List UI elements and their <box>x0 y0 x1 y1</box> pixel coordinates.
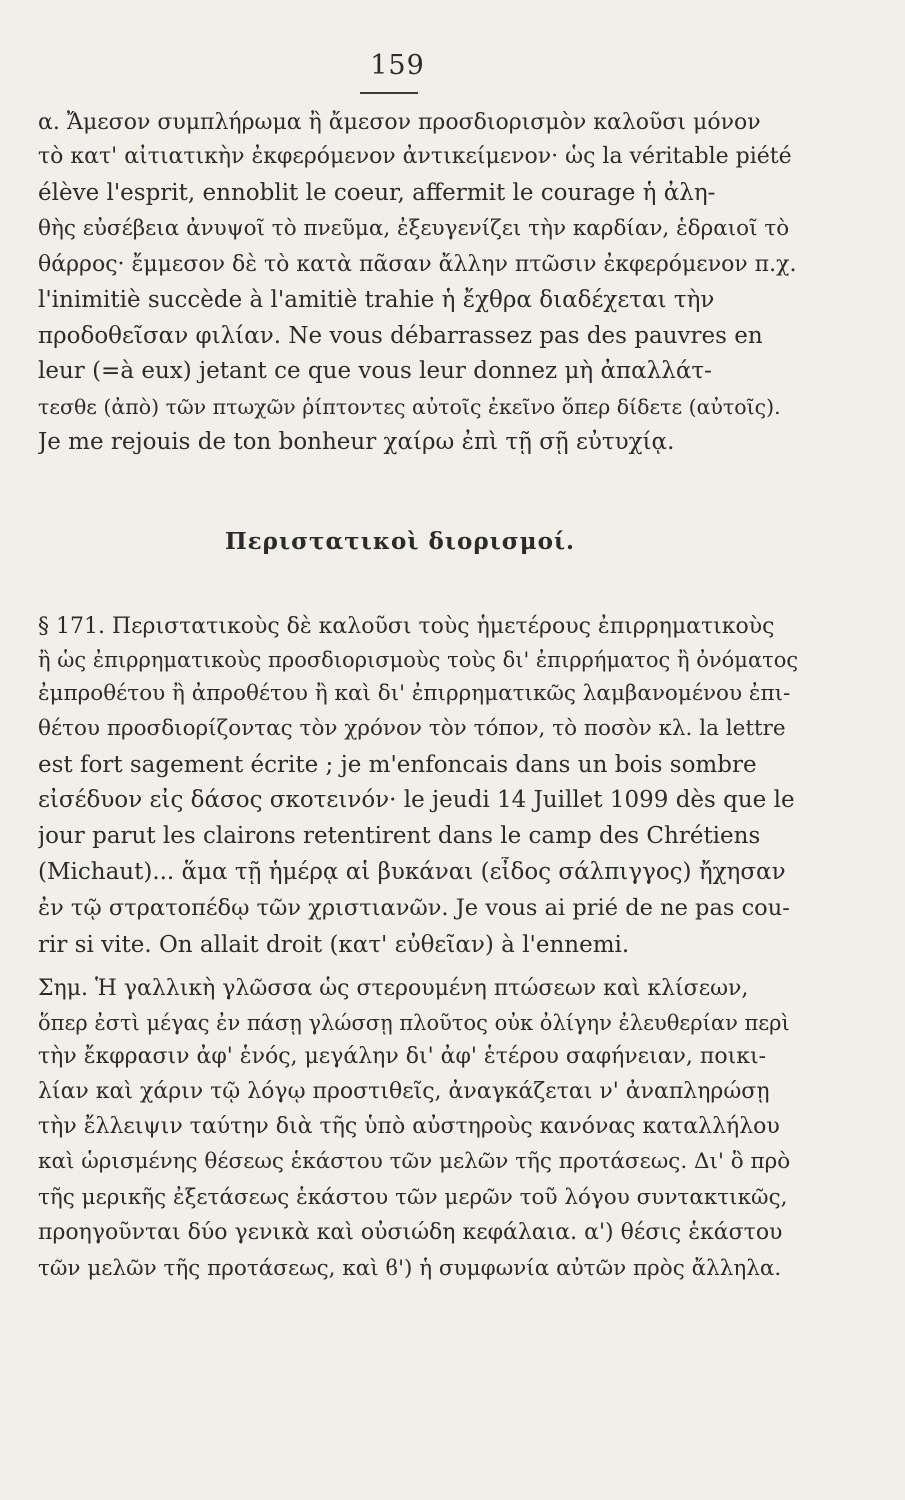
text-line: τὴν ἔκφρασιν ἀφ' ἑνός, μεγάλην δι' ἀφ' ἑτέρου σαφήνειαν, ποικι- <box>38 1044 767 1069</box>
text-line: ἐν τῷ στρατοπέδῳ τῶν χριστιανῶν. Je vous ai prié de ne pas cou- <box>38 895 790 921</box>
text-line: ἢ ὡς ἐπιρρηματικοὺς προσδιορισμοὺς τοὺς δι' ἐπιρρήματος ἢ ὀνόματος <box>38 648 798 672</box>
text-line: τὴν ἔλλειψιν ταύτην διὰ τῆς ὑπὸ αὐστηροὺς κανόνας καταλλήλου <box>38 1114 780 1139</box>
text-line: τεσθε (ἀπὸ) τῶν πτωχῶν ῥίπτοντες αὐτοῖς ἐκεῖνο ὅπερ δίδετε (αὐτοῖς). <box>38 395 781 419</box>
text-line: θάρρος· ἔμμεσον δὲ τὸ κατὰ πᾶσαν ἄλλην πτῶσιν ἐκφερόμενον π.χ. <box>38 252 797 277</box>
page-number-rule <box>360 92 418 94</box>
text-line: τὸ κατ' αἰτιατικὴν ἐκφερόμενον ἀντικείμενον· ὡς la véritable piété <box>38 144 792 169</box>
text-line: α. Ἄμεσον συμπλήρωμα ἢ ἄμεσον προσδιορισμὸν καλοῦσι μόνον <box>38 110 761 135</box>
text-line: Je me rejouis de ton bonheur χαίρω ἐπὶ τῇ σῇ εὐτυχίᾳ. <box>38 429 675 455</box>
text-line: προδοθεῖσαν φιλίαν. Ne vous débarrassez pas des pauvres en <box>38 323 763 349</box>
text-line: θέτου προσδιορίζοντας τὸν χρόνον τὸν τόπον, τὸ ποσὸν κλ. la lettre <box>38 716 786 741</box>
text-line: εἰσέδυον εἰς δάσος σκοτεινόν· le jeudi 14 Juillet 1099 dès que le <box>38 787 795 813</box>
text-line: Σημ. Ἡ γαλλικὴ γλῶσσα ὡς στερουμένη πτώσεων καὶ κλίσεων, <box>38 976 749 1001</box>
text-line: (Michaut)... ἅμα τῇ ἡμέρᾳ αἱ βυκάναι (εἶδος σάλπιγγος) ἤχησαν <box>38 859 786 885</box>
section-heading: Περιστατικοὶ διορισμοί. <box>224 528 576 555</box>
text-line: § 171. Περιστατικοὺς δὲ καλοῦσι τοὺς ἡμετέρους ἐπιρρηματικοὺς <box>38 614 775 639</box>
text-line: προηγοῦνται δύο γενικὰ καὶ οὐσιώδη κεφάλαια. α') θέσις ἑκάστου <box>38 1220 783 1245</box>
text-line: élève l'esprit, ennoblit le coeur, affermit le courage ἡ ἀλη- <box>38 180 716 206</box>
text-line: l'inimitiè succède à l'amitiè trahie ἡ ἔχθρα διαδέχεται τὴν <box>38 287 715 313</box>
text-line: ἐμπροθέτου ἢ ἀπροθέτου ἢ καὶ δι' ἐπιρρηματικῶς λαμβανομένου ἐπι- <box>38 681 791 706</box>
page-number: 159 <box>370 50 425 81</box>
text-line: τῶν μελῶν τῆς προτάσεως, καὶ ϐ') ἡ συμφωνία αὐτῶν πρὸς ἄλληλα. <box>38 1256 782 1281</box>
text-line: θὴς εὐσέβεια ἀνυψοῖ τὸ πνεῦμα, ἐξευγενίζει τὴν καρδίαν, ἑδραιοῖ τὸ <box>38 216 790 241</box>
text-line: λίαν καὶ χάριν τῷ λόγῳ προστιθεῖς, ἀναγκάζεται ν' ἀναπληρώσῃ <box>38 1079 770 1104</box>
text-line: est fort sagement écrite ; je m'enfoncais dans un bois sombre <box>38 752 757 778</box>
text-line: jour parut les clairons retentirent dans le camp des Chrétiens <box>38 823 761 849</box>
text-line: leur (=à eux) jetant ce que vous leur donnez μὴ ἀπαλλάτ- <box>38 358 712 384</box>
text-line: ὅπερ ἐστὶ μέγας ἐν πάσῃ γλώσσῃ πλοῦτος οὐκ ὀλίγην ἐλευθερίαν περὶ <box>38 1011 790 1035</box>
text-line: καὶ ὡρισμένης θέσεως ἑκάστου τῶν μελῶν τῆς προτάσεως. Δι' ὃ πρὸ <box>38 1149 791 1174</box>
text-line: rir si vite. On allait droit (κατ' εὐθεῖαν) à l'ennemi. <box>38 932 630 958</box>
text-line: τῆς μερικῆς ἐξετάσεως ἑκάστου τῶν μερῶν τοῦ λόγου συντακτικῶς, <box>38 1185 788 1210</box>
